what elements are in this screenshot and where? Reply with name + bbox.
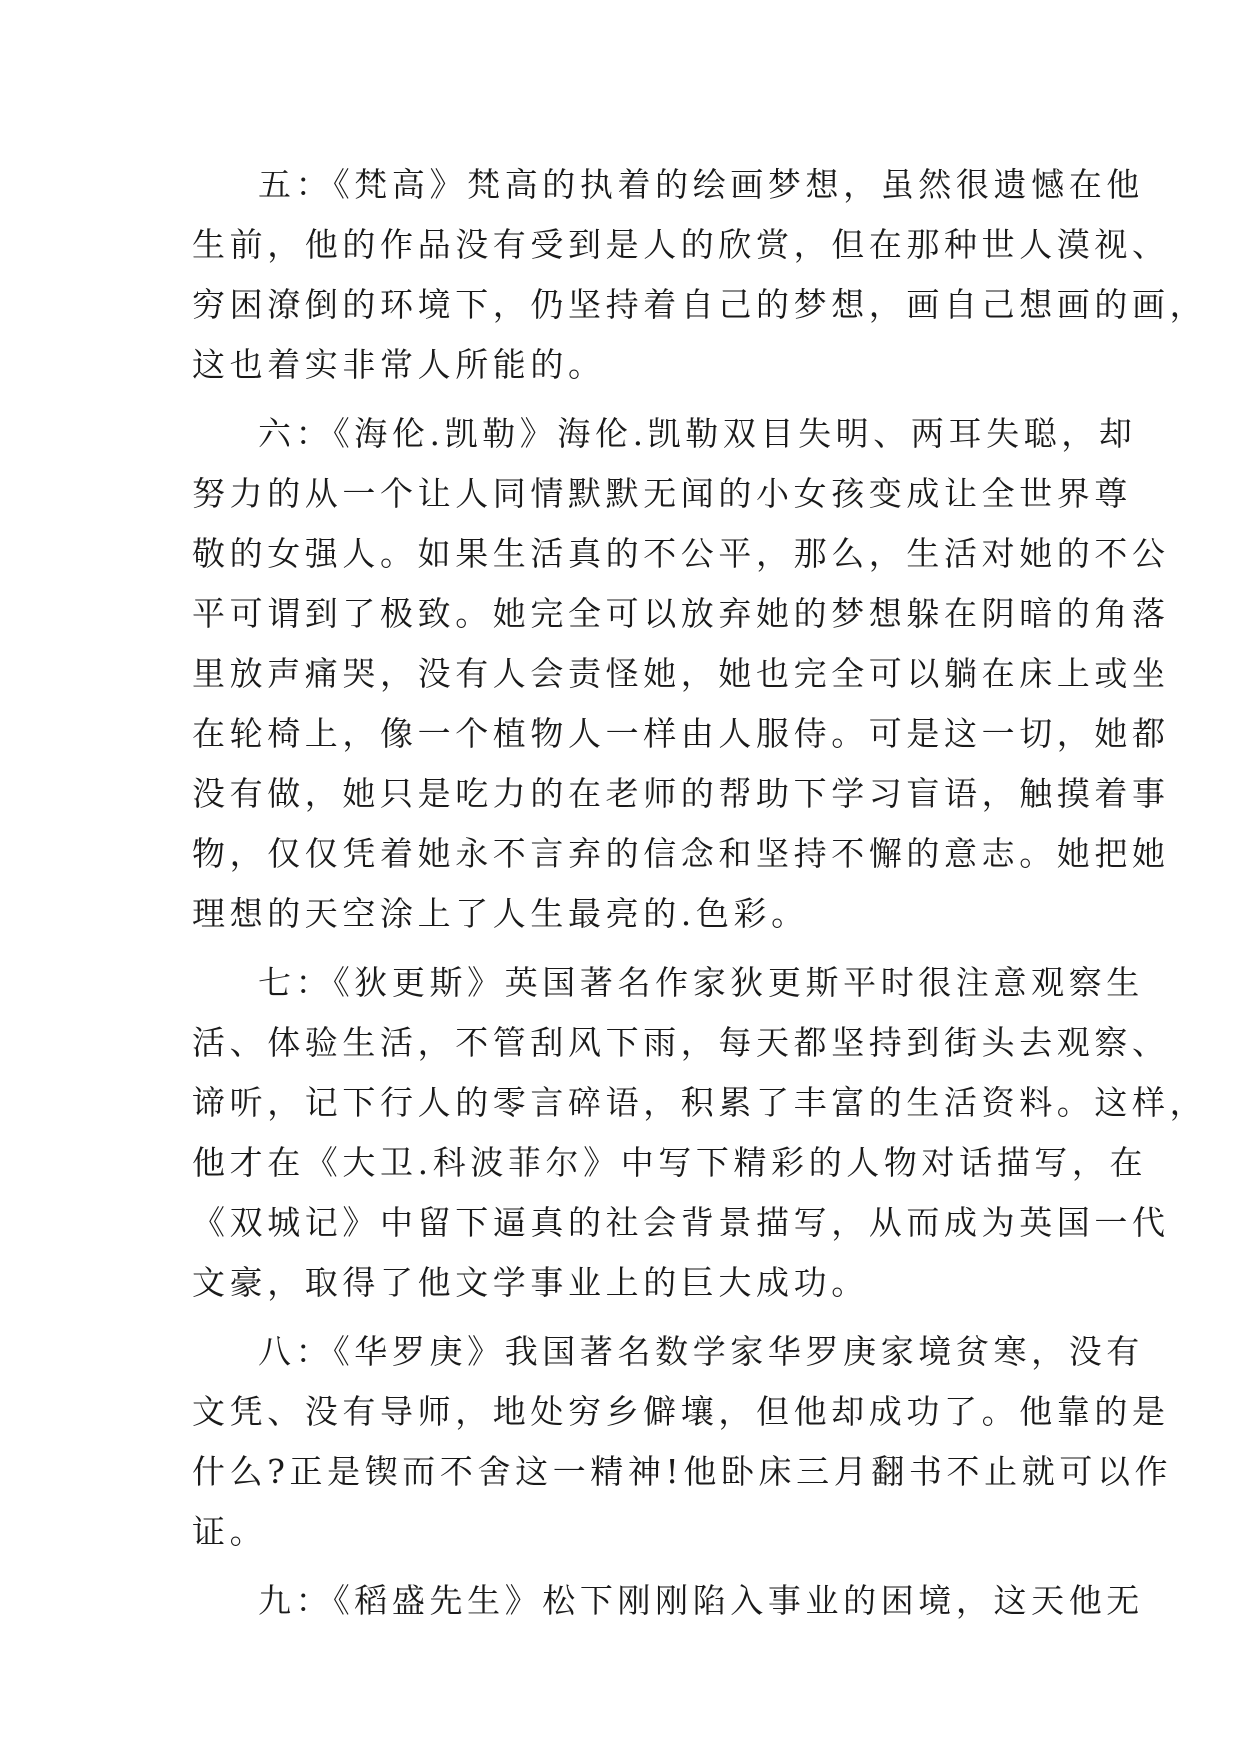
text-line: 这也着实非常人所能的。	[192, 345, 606, 384]
paragraph-7-dickens	[192, 953, 1208, 1313]
text-line: 平可谓到了极致。她完全可以放弃她的梦想躲在阴暗的角落	[192, 594, 1170, 633]
paragraph-8-hua-luogeng	[192, 1322, 1173, 1562]
text-line: 七：《狄更斯》英国著名作家狄更斯平时很注意观察生	[258, 963, 1144, 1002]
text-line: 五：《梵高》梵高的执着的绘画梦想，虽然很遗憾在他	[258, 165, 1144, 204]
text-line: 在轮椅上，像一个植物人一样由人服侍。可是这一切，她都	[192, 714, 1170, 753]
text-line: 活、体验生活，不管刮风下雨，每天都坚持到街头去观察、	[192, 1023, 1170, 1062]
text-line: 谛听，记下行人的零言碎语，积累了丰富的生活资料。这样，	[192, 1083, 1208, 1122]
text-line: 八：《华罗庚》我国著名数学家华罗庚家境贫寒，没有	[258, 1332, 1144, 1371]
text-line: 他才在《大卫.科波菲尔》中写下精彩的人物对话描写，在	[192, 1143, 1148, 1182]
document-body	[192, 155, 1208, 1631]
text-line: 六：《海伦.凯勒》海伦.凯勒双目失明、两耳失聪，却	[258, 414, 1137, 453]
paragraph-5-van-gogh	[192, 155, 1208, 395]
text-line: 穷困潦倒的环境下，仍坚持着自己的梦想，画自己想画的画，	[192, 285, 1208, 324]
text-line: 文凭、没有导师，地处穷乡僻壤，但他却成功了。他靠的是	[192, 1392, 1170, 1431]
text-line: 文豪，取得了他文学事业上的巨大成功。	[192, 1263, 869, 1302]
paragraph-6-helen-keller	[192, 404, 1170, 944]
text-line: 努力的从一个让人同情默默无闻的小女孩变成让全世界尊	[192, 474, 1132, 513]
text-line: 生前，他的作品没有受到是人的欣赏，但在那种世人漠视、	[192, 225, 1170, 264]
text-line: 物，仅仅凭着她永不言弃的信念和坚持不懈的意志。她把她	[192, 834, 1170, 873]
text-line: 证。	[192, 1512, 268, 1551]
text-line: 没有做，她只是吃力的在老师的帮助下学习盲语，触摸着事	[192, 774, 1170, 813]
text-line: 《双城记》中留下逼真的社会背景描写，从而成为英国一代	[192, 1203, 1170, 1242]
text-line: 九：《稻盛先生》松下刚刚陷入事业的困境，这天他无	[258, 1581, 1144, 1620]
text-line: 什么?正是锲而不舍这一精神!他卧床三月翻书不止就可以作	[192, 1452, 1173, 1491]
paragraph-9-inamori	[192, 1571, 1144, 1631]
text-line: 敬的女强人。如果生活真的不公平，那么，生活对她的不公	[192, 534, 1170, 573]
text-line: 理想的天空涂上了人生最亮的.色彩。	[192, 894, 809, 933]
text-line: 里放声痛哭，没有人会责怪她，她也完全可以躺在床上或坐	[192, 654, 1170, 693]
